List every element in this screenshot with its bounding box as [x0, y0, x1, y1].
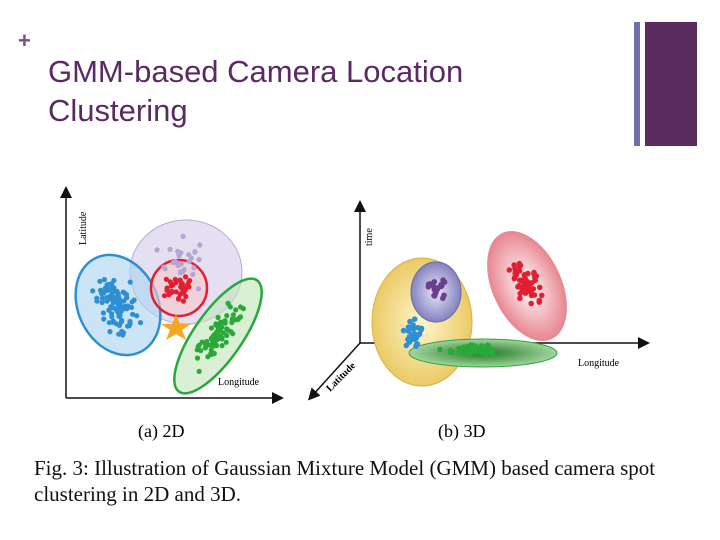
point-green: [228, 329, 233, 334]
point-blue: [112, 306, 117, 311]
point-purple: [182, 267, 187, 272]
point-blue: [100, 296, 105, 301]
point-blue: [134, 313, 139, 318]
point-blue: [414, 334, 420, 340]
point-purple: [171, 260, 176, 265]
point-red: [516, 283, 522, 289]
slide-title-line1: GMM-based Camera Location: [48, 54, 464, 89]
figure-caption: Fig. 3: Illustration of Gaussian Mixture Model (GMM) based camera spot clustering in 2D and 3D.: [34, 456, 656, 506]
point-blue: [117, 313, 122, 318]
point-blue: [107, 286, 112, 291]
point-green: [216, 315, 221, 320]
point-green: [233, 317, 238, 322]
point-green: [219, 336, 224, 341]
point-red: [507, 267, 513, 273]
point-blue: [97, 279, 102, 284]
point-green: [213, 322, 218, 327]
point-blue: [127, 319, 132, 324]
z-axis-label-3d: time: [364, 228, 375, 246]
point-green: [469, 350, 475, 356]
y-axis-label-2d: Latitude: [78, 211, 89, 245]
point-green: [448, 350, 454, 356]
panel-3d: [312, 206, 644, 442]
point-blue: [115, 293, 120, 298]
point-red: [539, 293, 545, 299]
point-blue: [119, 318, 124, 323]
point-blue: [99, 291, 104, 296]
point-red: [532, 292, 538, 298]
point-blue: [124, 292, 129, 297]
point-blue: [414, 342, 420, 348]
point-red: [183, 287, 188, 292]
point-purple: [154, 247, 159, 252]
x-axis-label-3d: Longitude: [578, 358, 620, 369]
point-blue: [132, 298, 137, 303]
point-red: [537, 285, 543, 291]
point-blue: [111, 278, 116, 283]
point-red: [162, 293, 167, 298]
point-green: [219, 343, 224, 348]
caption-2d: (a) 2D: [138, 421, 185, 441]
point-red: [519, 278, 525, 284]
point-green: [205, 343, 210, 348]
point-purple: [433, 286, 439, 292]
point-blue: [90, 288, 95, 293]
point-blue: [101, 316, 106, 321]
point-red: [164, 277, 169, 282]
point-purple: [163, 266, 168, 271]
point-red: [512, 276, 518, 282]
point-green: [223, 321, 228, 326]
panel-2d: [60, 192, 278, 442]
point-blue: [411, 326, 417, 332]
point-purple: [190, 272, 195, 277]
point-blue: [108, 293, 113, 298]
point-blue: [122, 304, 127, 309]
point-green: [473, 345, 479, 351]
point-blue: [138, 320, 143, 325]
point-red: [179, 282, 184, 287]
point-purple: [197, 257, 202, 262]
point-red: [517, 268, 523, 274]
point-purple: [175, 249, 180, 254]
point-purple: [189, 256, 194, 261]
point-green: [224, 313, 229, 318]
point-blue: [111, 319, 116, 324]
point-green: [456, 348, 462, 354]
point-red: [526, 280, 532, 286]
point-green: [233, 307, 238, 312]
point-green: [197, 369, 202, 374]
point-green: [437, 347, 443, 353]
point-purple: [197, 242, 202, 247]
point-blue: [107, 329, 112, 334]
point-green: [479, 343, 485, 349]
point-red: [531, 286, 537, 292]
point-blue: [117, 303, 122, 308]
point-green: [208, 351, 213, 356]
point-blue: [106, 308, 111, 313]
point-purple: [191, 265, 196, 270]
point-red: [517, 261, 523, 267]
point-green: [195, 356, 200, 361]
point-red: [523, 290, 529, 296]
y-axis-label-3d: Latitude: [324, 360, 359, 395]
point-green: [209, 335, 214, 340]
point-red: [528, 301, 534, 307]
point-purple: [177, 261, 182, 266]
point-red: [517, 296, 523, 302]
point-blue: [94, 296, 99, 301]
point-blue: [129, 305, 134, 310]
slide-title-line2: Clustering: [48, 93, 188, 128]
point-green: [241, 306, 246, 311]
point-purple: [442, 279, 448, 285]
point-red: [165, 288, 170, 293]
point-blue: [102, 277, 107, 282]
x-axis-label-2d: Longitude: [218, 377, 260, 388]
point-green: [209, 325, 214, 330]
point-green: [219, 325, 224, 330]
point-red: [170, 282, 175, 287]
point-red: [531, 270, 537, 276]
point-red: [176, 297, 181, 302]
point-blue: [401, 328, 407, 334]
point-purple: [426, 282, 432, 288]
point-purple: [192, 250, 197, 255]
caption-3d: (b) 3D: [438, 421, 486, 441]
point-purple: [167, 247, 172, 252]
point-blue: [118, 309, 123, 314]
point-green: [465, 344, 471, 350]
point-red: [532, 275, 538, 281]
point-green: [489, 348, 495, 354]
point-green: [238, 314, 243, 319]
slide-bullet: +: [18, 28, 31, 53]
point-green: [196, 344, 201, 349]
point-red: [174, 289, 179, 294]
point-green: [228, 304, 233, 309]
point-blue: [412, 316, 418, 322]
point-red: [187, 278, 192, 283]
point-red: [537, 298, 543, 304]
point-blue: [128, 280, 133, 285]
point-red: [183, 274, 188, 279]
point-green: [224, 340, 229, 345]
point-purple: [196, 286, 201, 291]
point-blue: [117, 323, 122, 328]
point-blue: [101, 310, 106, 315]
point-purple: [181, 234, 186, 239]
point-blue: [121, 330, 126, 335]
point-purple: [440, 296, 446, 302]
point-red: [181, 299, 186, 304]
